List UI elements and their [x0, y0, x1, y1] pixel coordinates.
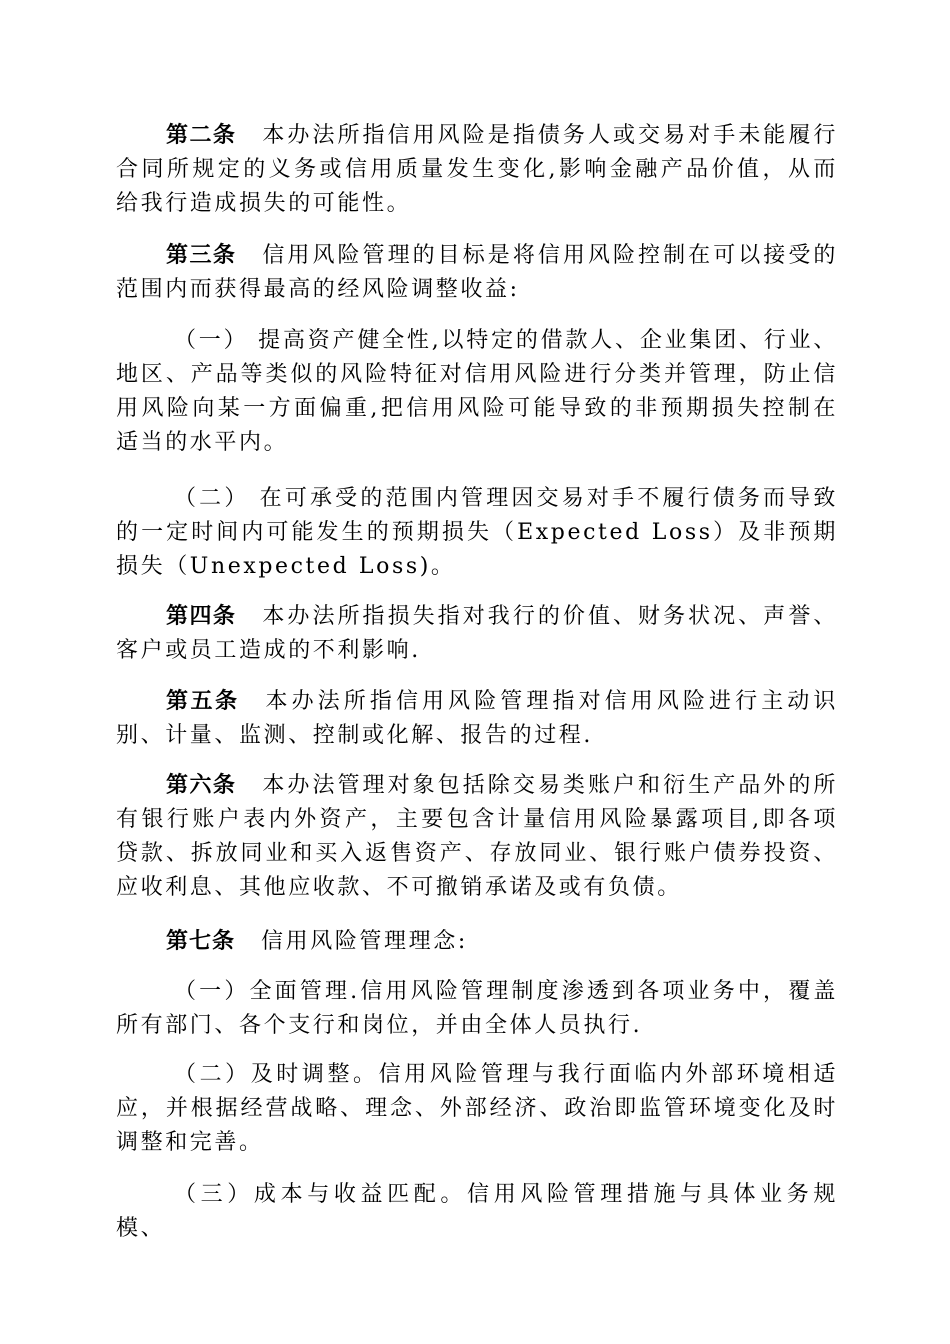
- article-3-item-1-paragraph: [116, 324, 838, 460]
- article-5-text: 本办法所指信用风险管理指对信用风险进行主动识别、计量、监测、控制或化解、报告的过程.: [116, 689, 838, 748]
- article-7-item-3-text: （三）成本与收益匹配。信用风险管理措施与具体业务规模、: [116, 1182, 838, 1241]
- article-3-item-2-paragraph: [116, 482, 838, 584]
- article-6-label: 第六条: [166, 773, 237, 798]
- article-3-item-2-text: （二） 在可承受的范围内管理因交易对手不履行债务而导致的一定时间内可能发生的预期损失（Expected Loss）及非预期损失（Unexpected Loss)。: [116, 486, 838, 579]
- article-6-text: 本办法管理对象包括除交易类账户和衍生产品外的所有银行账户表内外资产，主要包含计量信用风险暴露项目,即各项贷款、拆放同业和买入返售资产、存放同业、银行账户债券投资、应收利息、其他应收款、不可撤销承诺及或有负债。: [116, 773, 838, 900]
- article-7-item-2-text: （二）及时调整。信用风险管理与我行面临内外部环境相适应，并根据经营战略、理念、外部经济、政治即监管环境变化及时调整和完善。: [116, 1062, 838, 1155]
- article-4-paragraph: [116, 600, 838, 668]
- article-7-item-1-paragraph: [116, 975, 838, 1043]
- article-2-text: 本办法所指信用风险是指债务人或交易对手未能履行合同所规定的义务或信用质量发生变化,影响金融产品价值，从而给我行造成损失的可能性。: [116, 123, 838, 216]
- article-7-paragraph: [116, 925, 838, 959]
- article-5-label: 第五条: [166, 689, 240, 714]
- article-2-paragraph: [116, 119, 838, 221]
- article-3-paragraph: [116, 239, 838, 307]
- article-4-label: 第四条: [166, 604, 237, 629]
- article-7-item-3-paragraph: [116, 1178, 838, 1246]
- article-3-item-1-text: （一） 提高资产健全性,以特定的借款人、企业集团、行业、地区、产品等类似的风险特征对信用风险进行分类并管理，防止信用风险向某一方面偏重,把信用风险可能导致的非预期损失控制在适当的水平内。: [116, 328, 838, 455]
- article-7-item-1-text: （一）全面管理.信用风险管理制度渗透到各项业务中，覆盖所有部门、各个支行和岗位，并由全体人员执行.: [116, 979, 838, 1038]
- article-2-label: 第二条: [166, 123, 237, 148]
- article-6-paragraph: [116, 769, 838, 905]
- article-7-item-2-paragraph: [116, 1058, 838, 1160]
- article-5-paragraph: [116, 685, 838, 753]
- article-7-text: 信用风险管理理念:: [261, 929, 468, 954]
- article-3-text: 信用风险管理的目标是将信用风险控制在可以接受的范围内而获得最高的经风险调整收益:: [116, 243, 838, 302]
- article-7-label: 第七条: [166, 929, 236, 954]
- article-4-text: 本办法所指损失指对我行的价值、财务状况、声誉、客户或员工造成的不利影响.: [116, 604, 838, 663]
- article-3-label: 第三条: [166, 243, 237, 268]
